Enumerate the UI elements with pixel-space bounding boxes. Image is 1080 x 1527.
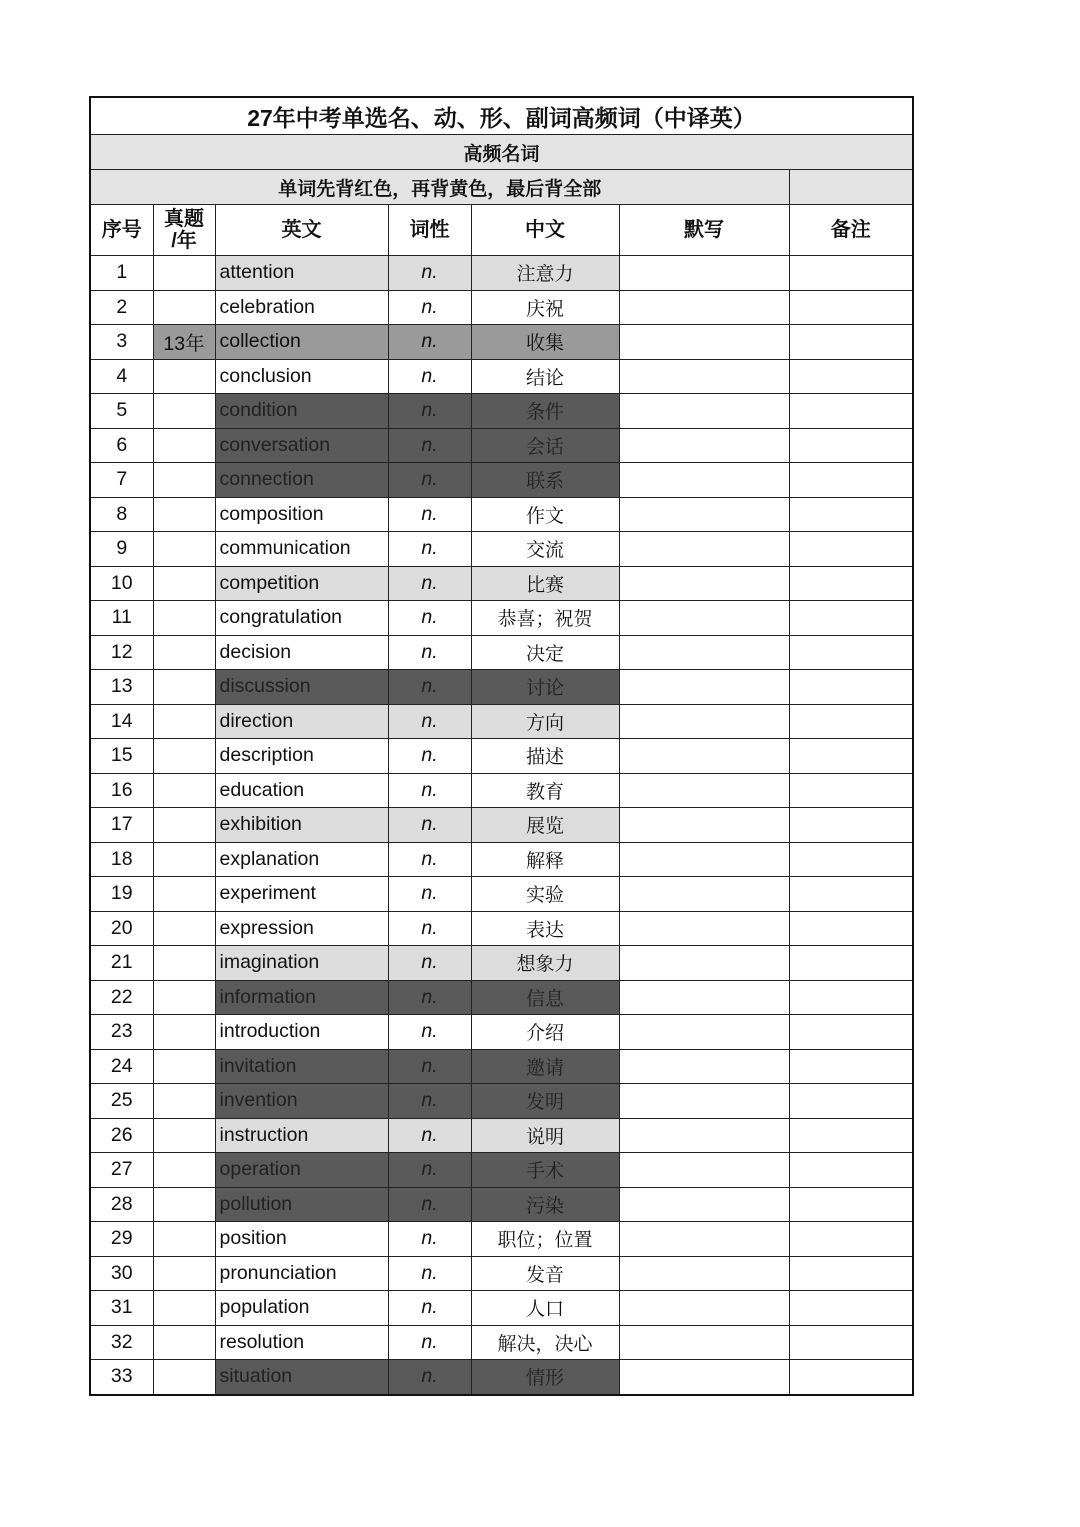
row-pos: n. (388, 808, 471, 843)
row-pos: n. (388, 704, 471, 739)
row-year (153, 1015, 215, 1050)
row-english: conclusion (215, 359, 388, 394)
row-remarks (789, 394, 913, 429)
row-year: 13年 (153, 325, 215, 360)
row-pos: n. (388, 1049, 471, 1084)
row-year (153, 1187, 215, 1222)
row-pos: n. (388, 1084, 471, 1119)
row-year (153, 1222, 215, 1257)
table-row (90, 1084, 913, 1119)
table-row (90, 842, 913, 877)
row-pos: n. (388, 463, 471, 498)
row-dictation (619, 1360, 789, 1395)
table-row (90, 1291, 913, 1326)
row-index: 32 (90, 1325, 153, 1360)
table-row (90, 566, 913, 601)
row-dictation (619, 463, 789, 498)
row-year (153, 980, 215, 1015)
row-year (153, 428, 215, 463)
table-row (90, 1256, 913, 1291)
row-dictation (619, 1325, 789, 1360)
row-dictation (619, 980, 789, 1015)
row-pos: n. (388, 1291, 471, 1326)
table-row (90, 532, 913, 567)
row-index: 31 (90, 1291, 153, 1326)
note-row (90, 170, 913, 205)
table-row (90, 1153, 913, 1188)
row-dictation (619, 773, 789, 808)
row-chinese: 展览 (471, 808, 619, 843)
header-chinese: 中文 (471, 205, 619, 256)
row-dictation (619, 394, 789, 429)
row-remarks (789, 1118, 913, 1153)
row-chinese: 决定 (471, 635, 619, 670)
row-english: celebration (215, 290, 388, 325)
row-chinese: 信息 (471, 980, 619, 1015)
row-remarks (789, 1015, 913, 1050)
row-english: collection (215, 325, 388, 360)
row-remarks (789, 1153, 913, 1188)
row-pos: n. (388, 1325, 471, 1360)
row-english: conversation (215, 428, 388, 463)
table-row (90, 428, 913, 463)
row-index: 20 (90, 911, 153, 946)
row-index: 3 (90, 325, 153, 360)
row-index: 16 (90, 773, 153, 808)
row-index: 7 (90, 463, 153, 498)
table-row (90, 877, 913, 912)
row-chinese: 注意力 (471, 256, 619, 291)
row-pos: n. (388, 290, 471, 325)
row-remarks (789, 808, 913, 843)
row-index: 17 (90, 808, 153, 843)
row-pos: n. (388, 670, 471, 705)
row-remarks (789, 739, 913, 774)
row-dictation (619, 1118, 789, 1153)
row-english: instruction (215, 1118, 388, 1153)
table-row (90, 1360, 913, 1395)
row-index: 11 (90, 601, 153, 636)
row-chinese: 想象力 (471, 946, 619, 981)
row-year (153, 256, 215, 291)
row-remarks (789, 428, 913, 463)
row-english: education (215, 773, 388, 808)
table-row (90, 394, 913, 429)
row-english: pronunciation (215, 1256, 388, 1291)
row-pos: n. (388, 1187, 471, 1222)
row-dictation (619, 946, 789, 981)
row-chinese: 交流 (471, 532, 619, 567)
row-chinese: 介绍 (471, 1015, 619, 1050)
row-index: 26 (90, 1118, 153, 1153)
row-dictation (619, 1049, 789, 1084)
row-chinese: 描述 (471, 739, 619, 774)
row-pos: n. (388, 1015, 471, 1050)
row-year (153, 1291, 215, 1326)
row-english: direction (215, 704, 388, 739)
row-index: 2 (90, 290, 153, 325)
row-chinese: 教育 (471, 773, 619, 808)
row-year (153, 877, 215, 912)
row-chinese: 手术 (471, 1153, 619, 1188)
row-year (153, 704, 215, 739)
row-chinese: 人口 (471, 1291, 619, 1326)
row-chinese: 庆祝 (471, 290, 619, 325)
row-remarks (789, 704, 913, 739)
row-year (153, 1360, 215, 1395)
header-pos: 词性 (388, 205, 471, 256)
table-row (90, 1325, 913, 1360)
table-row (90, 1118, 913, 1153)
vocabulary-table (89, 96, 914, 1396)
row-index: 1 (90, 256, 153, 291)
row-remarks (789, 359, 913, 394)
row-dictation (619, 842, 789, 877)
row-dictation (619, 1187, 789, 1222)
row-dictation (619, 497, 789, 532)
row-remarks (789, 1222, 913, 1257)
row-english: invitation (215, 1049, 388, 1084)
row-year (153, 842, 215, 877)
row-chinese: 说明 (471, 1118, 619, 1153)
row-remarks (789, 842, 913, 877)
row-index: 30 (90, 1256, 153, 1291)
row-year (153, 911, 215, 946)
sheet-subtitle: 高频名词 (90, 135, 913, 170)
header-english: 英文 (215, 205, 388, 256)
sheet-title: 27年中考单选名、动、形、副词高频词（中译英） (90, 97, 913, 135)
row-chinese: 联系 (471, 463, 619, 498)
row-pos: n. (388, 359, 471, 394)
row-index: 6 (90, 428, 153, 463)
row-index: 18 (90, 842, 153, 877)
row-year (153, 290, 215, 325)
row-year (153, 1118, 215, 1153)
row-chinese: 作文 (471, 497, 619, 532)
row-index: 9 (90, 532, 153, 567)
row-remarks (789, 773, 913, 808)
row-english: pollution (215, 1187, 388, 1222)
row-english: introduction (215, 1015, 388, 1050)
row-chinese: 职位；位置 (471, 1222, 619, 1257)
row-pos: n. (388, 739, 471, 774)
row-pos: n. (388, 1222, 471, 1257)
row-index: 28 (90, 1187, 153, 1222)
table-row (90, 739, 913, 774)
table-row (90, 1015, 913, 1050)
row-remarks (789, 463, 913, 498)
table-row (90, 808, 913, 843)
row-pos: n. (388, 256, 471, 291)
row-remarks (789, 1049, 913, 1084)
row-english: attention (215, 256, 388, 291)
row-english: population (215, 1291, 388, 1326)
table-row (90, 1049, 913, 1084)
row-year (153, 532, 215, 567)
row-chinese: 比赛 (471, 566, 619, 601)
row-pos: n. (388, 877, 471, 912)
row-chinese: 发明 (471, 1084, 619, 1119)
row-year (153, 670, 215, 705)
row-english: situation (215, 1360, 388, 1395)
row-pos: n. (388, 394, 471, 429)
row-pos: n. (388, 601, 471, 636)
row-chinese: 污染 (471, 1187, 619, 1222)
row-year (153, 1325, 215, 1360)
row-english: discussion (215, 670, 388, 705)
row-remarks (789, 497, 913, 532)
row-remarks (789, 1360, 913, 1395)
row-year (153, 601, 215, 636)
row-dictation (619, 635, 789, 670)
row-index: 4 (90, 359, 153, 394)
row-index: 27 (90, 1153, 153, 1188)
header-row (90, 205, 913, 256)
row-pos: n. (388, 1256, 471, 1291)
table-row (90, 704, 913, 739)
row-english: condition (215, 394, 388, 429)
row-english: operation (215, 1153, 388, 1188)
row-index: 23 (90, 1015, 153, 1050)
row-pos: n. (388, 566, 471, 601)
row-chinese: 邀请 (471, 1049, 619, 1084)
table-row (90, 635, 913, 670)
row-index: 21 (90, 946, 153, 981)
row-dictation (619, 359, 789, 394)
row-pos: n. (388, 635, 471, 670)
row-dictation (619, 911, 789, 946)
row-year (153, 566, 215, 601)
row-english: imagination (215, 946, 388, 981)
row-pos: n. (388, 773, 471, 808)
row-remarks (789, 256, 913, 291)
row-english: composition (215, 497, 388, 532)
row-chinese: 表达 (471, 911, 619, 946)
row-remarks (789, 670, 913, 705)
row-dictation (619, 325, 789, 360)
row-chinese: 结论 (471, 359, 619, 394)
row-year (153, 1153, 215, 1188)
row-year (153, 739, 215, 774)
row-pos: n. (388, 1153, 471, 1188)
row-dictation (619, 1084, 789, 1119)
header-year-line2: /年 (171, 230, 197, 252)
row-dictation (619, 808, 789, 843)
row-index: 25 (90, 1084, 153, 1119)
row-remarks (789, 635, 913, 670)
row-pos: n. (388, 946, 471, 981)
table-row (90, 601, 913, 636)
row-pos: n. (388, 1118, 471, 1153)
row-english: expression (215, 911, 388, 946)
row-year (153, 1084, 215, 1119)
row-dictation (619, 601, 789, 636)
table-row (90, 463, 913, 498)
row-index: 33 (90, 1360, 153, 1395)
row-remarks (789, 1291, 913, 1326)
row-dictation (619, 290, 789, 325)
table-row (90, 1222, 913, 1257)
row-dictation (619, 704, 789, 739)
row-pos: n. (388, 980, 471, 1015)
row-dictation (619, 256, 789, 291)
row-index: 29 (90, 1222, 153, 1257)
row-english: invention (215, 1084, 388, 1119)
row-english: decision (215, 635, 388, 670)
row-english: explanation (215, 842, 388, 877)
row-pos: n. (388, 1360, 471, 1395)
table-row (90, 773, 913, 808)
row-english: information (215, 980, 388, 1015)
row-index: 15 (90, 739, 153, 774)
header-remarks: 备注 (789, 205, 913, 256)
row-chinese: 情形 (471, 1360, 619, 1395)
row-remarks (789, 980, 913, 1015)
row-year (153, 463, 215, 498)
row-chinese: 讨论 (471, 670, 619, 705)
row-index: 13 (90, 670, 153, 705)
row-year (153, 394, 215, 429)
row-year (153, 1256, 215, 1291)
row-english: experiment (215, 877, 388, 912)
row-english: connection (215, 463, 388, 498)
row-remarks (789, 532, 913, 567)
row-dictation (619, 428, 789, 463)
row-remarks (789, 877, 913, 912)
row-dictation (619, 532, 789, 567)
title-row (90, 97, 913, 135)
row-pos: n. (388, 532, 471, 567)
row-dictation (619, 670, 789, 705)
row-remarks (789, 601, 913, 636)
row-dictation (619, 1291, 789, 1326)
row-index: 10 (90, 566, 153, 601)
row-dictation (619, 1015, 789, 1050)
row-pos: n. (388, 325, 471, 360)
table-row (90, 946, 913, 981)
row-dictation (619, 1153, 789, 1188)
table-row (90, 325, 913, 360)
study-note: 单词先背红色，再背黄色，最后背全部 (90, 170, 789, 205)
row-index: 8 (90, 497, 153, 532)
row-english: exhibition (215, 808, 388, 843)
row-index: 5 (90, 394, 153, 429)
row-dictation (619, 1222, 789, 1257)
table-row (90, 497, 913, 532)
row-english: communication (215, 532, 388, 567)
table-row (90, 670, 913, 705)
row-remarks (789, 566, 913, 601)
row-index: 12 (90, 635, 153, 670)
table-row (90, 911, 913, 946)
row-chinese: 会话 (471, 428, 619, 463)
row-year (153, 497, 215, 532)
row-chinese: 发音 (471, 1256, 619, 1291)
row-chinese: 方向 (471, 704, 619, 739)
row-index: 24 (90, 1049, 153, 1084)
table-row (90, 980, 913, 1015)
row-remarks (789, 1084, 913, 1119)
row-pos: n. (388, 842, 471, 877)
row-index: 14 (90, 704, 153, 739)
row-dictation (619, 566, 789, 601)
row-year (153, 635, 215, 670)
row-chinese: 收集 (471, 325, 619, 360)
row-remarks (789, 946, 913, 981)
row-year (153, 946, 215, 981)
row-chinese: 解释 (471, 842, 619, 877)
row-english: congratulation (215, 601, 388, 636)
row-english: competition (215, 566, 388, 601)
row-index: 19 (90, 877, 153, 912)
row-pos: n. (388, 911, 471, 946)
row-dictation (619, 877, 789, 912)
header-index: 序号 (90, 205, 153, 256)
row-index: 22 (90, 980, 153, 1015)
header-year-line1: 真题 (164, 208, 204, 230)
row-remarks (789, 911, 913, 946)
table-row (90, 1187, 913, 1222)
header-dictation: 默写 (619, 205, 789, 256)
row-pos: n. (388, 428, 471, 463)
row-chinese: 条件 (471, 394, 619, 429)
row-remarks (789, 290, 913, 325)
table-row (90, 359, 913, 394)
row-chinese: 实验 (471, 877, 619, 912)
row-year (153, 1049, 215, 1084)
row-remarks (789, 325, 913, 360)
row-chinese: 恭喜；祝贺 (471, 601, 619, 636)
note-empty-cell (789, 170, 913, 205)
row-remarks (789, 1325, 913, 1360)
header-year (153, 205, 215, 256)
row-dictation (619, 739, 789, 774)
row-english: resolution (215, 1325, 388, 1360)
row-remarks (789, 1187, 913, 1222)
row-english: description (215, 739, 388, 774)
row-chinese: 解决，决心 (471, 1325, 619, 1360)
row-pos: n. (388, 497, 471, 532)
row-remarks (789, 1256, 913, 1291)
table-row (90, 256, 913, 291)
table-row (90, 290, 913, 325)
row-year (153, 359, 215, 394)
row-year (153, 773, 215, 808)
row-dictation (619, 1256, 789, 1291)
row-year (153, 808, 215, 843)
subtitle-row (90, 135, 913, 170)
row-english: position (215, 1222, 388, 1257)
